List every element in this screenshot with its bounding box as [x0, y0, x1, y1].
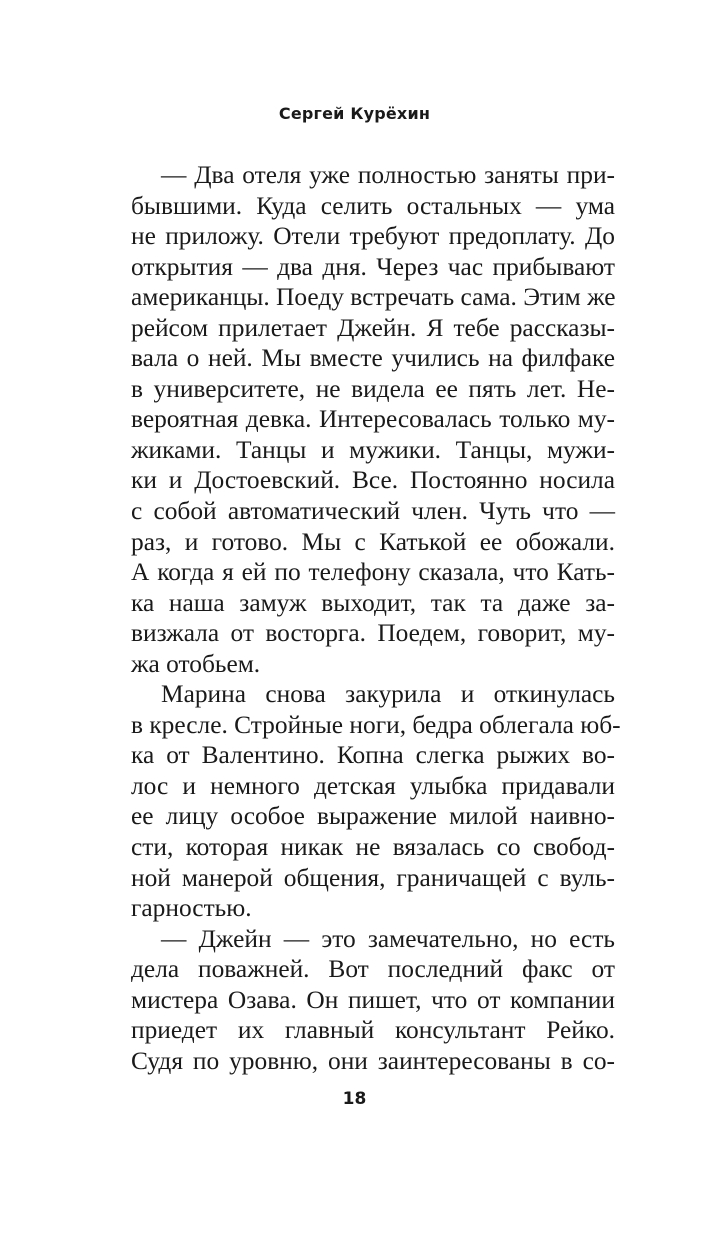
text-line: визжала от восторга. Поедем, говорит, му-	[131, 619, 615, 648]
text-line: вероятная девка. Интересовалась только му-	[131, 405, 615, 434]
text-line: — Два отеля уже полностью заняты при-	[161, 161, 615, 189]
text-line: дела поважней. Вот последний факс от	[131, 955, 615, 984]
text-line: сти, которая никак не вязалась со свобод-	[131, 833, 615, 862]
paragraph	[131, 160, 615, 679]
paragraph	[131, 679, 621, 923]
text-line: бывшими. Куда селить остальных — ума	[131, 191, 615, 220]
text-line: жа отобьем.	[131, 649, 261, 678]
paragraph	[131, 924, 615, 1077]
text-line: лос и немного детская улыбка придавали	[131, 771, 615, 800]
text-line: гарностью.	[131, 894, 252, 923]
text-line: не приложу. Отели требуют предоплату. До	[131, 222, 615, 251]
text-line: ее лицу особое выражение милой наивно-	[131, 802, 615, 831]
text-line: вала о ней. Мы вместе учились на филфаке	[131, 344, 615, 373]
text-line: с собой автоматический член. Чуть что —	[131, 497, 615, 526]
text-line: А когда я ей по телефону сказала, что Кать-	[131, 558, 615, 587]
running-head-author: Сергей Курёхин	[278, 104, 431, 123]
text-line: ка наша замуж выходит, так та даже за-	[131, 588, 615, 617]
text-line: в университете, не видела ее пять лет. Не-	[131, 374, 615, 403]
text-line: открытия — два дня. Через час прибывают	[131, 252, 615, 281]
text-line: Марина снова закурила и откинулась	[161, 680, 615, 709]
text-line: Судя по уровню, они заинтересованы в со-	[131, 1046, 615, 1075]
text-line: ки и Достоевский. Все. Постоянно носила	[131, 466, 615, 495]
text-line: приедет их главный консультант Рейко.	[131, 1016, 615, 1045]
text-line: ной манерой общения, граничащей с вуль-	[131, 863, 615, 892]
text-line: мистера Озава. Он пишет, что от компании	[131, 985, 615, 1014]
page-number: 18	[342, 1089, 367, 1109]
text-line: в кресле. Стройные ноги, бедра облегала юб-	[131, 710, 621, 739]
text-line: — Джейн — это замечательно, но есть	[161, 924, 615, 953]
text-line: ка от Валентино. Копна слегка рыжих во-	[131, 741, 615, 770]
text-line: раз, и готово. Мы с Катькой ее обожали.	[131, 527, 615, 556]
text-line: американцы. Поеду встречать сама. Этим же	[131, 283, 616, 312]
text-line: рейсом прилетает Джейн. Я тебе рассказы-	[131, 313, 615, 342]
text-line: жиками. Танцы и мужики. Танцы, мужи-	[131, 435, 615, 464]
body-text	[131, 160, 621, 1076]
